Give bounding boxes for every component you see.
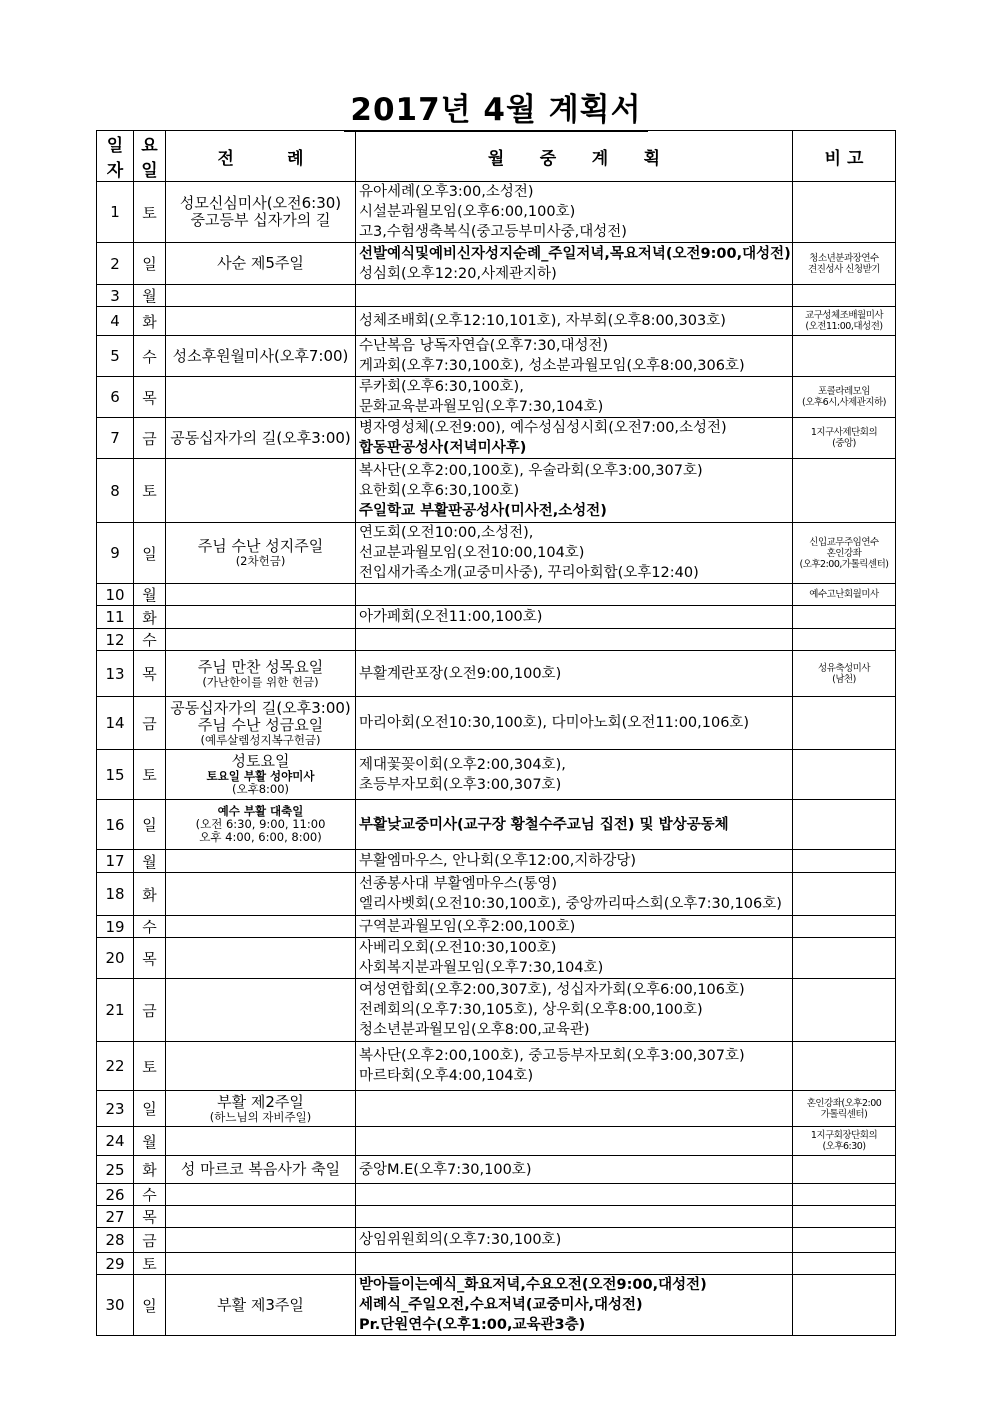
note-line: 가톨릭센터): [820, 1108, 868, 1120]
weekday-cell: 일: [134, 1275, 166, 1336]
note-cell: [793, 243, 896, 285]
note-cell: [793, 584, 896, 606]
day-cell: 13: [97, 651, 134, 697]
plan-cell: [356, 750, 793, 800]
liturgy-cell: [166, 584, 356, 606]
page-title-wrap: [0, 84, 992, 132]
plan-cell: [356, 651, 793, 697]
plan-line: 사회복지분과월모임(오후7:30,104호): [359, 960, 604, 976]
table-row: [97, 336, 896, 377]
note-cell: [793, 1091, 896, 1127]
table-row: [97, 1127, 896, 1156]
table-row: [97, 979, 896, 1042]
liturgy-line: 성토요일: [231, 752, 290, 770]
plan-line: 병자영성체(오전9:00), 예수성심성시회(오전7:00,소성전): [359, 420, 727, 436]
liturgy-line: 주님 만찬 성목요일: [197, 657, 324, 676]
note-cell: [793, 938, 896, 979]
day-cell: 30: [97, 1275, 134, 1336]
day-cell: 15: [97, 750, 134, 800]
day-cell: 11: [97, 606, 134, 629]
plan-line: 게과회(오후7:30,100호), 성소분과월모임(오후8:00,306호): [359, 358, 745, 374]
liturgy-cell: [166, 850, 356, 873]
plan-line: 청소년분과월모임(오후8:00,교육관): [359, 1022, 590, 1038]
day-cell: 12: [97, 629, 134, 651]
plan-line: 고3,수험생축복식(중고등부미사중,대성전): [359, 224, 627, 240]
weekday-cell: 화: [134, 873, 166, 916]
plan-line: 상임위원회의(오후7:30,100호): [359, 1232, 562, 1248]
liturgy-cell: [166, 1156, 356, 1184]
table-row: [97, 800, 896, 850]
note-line: (남천): [832, 673, 856, 685]
plan-line: 유아세례(오후3:00,소성전): [359, 184, 534, 200]
note-cell: [793, 1184, 896, 1206]
plan-cell: [356, 418, 793, 459]
note-cell: [793, 697, 896, 750]
liturgy-line: (오전 6:30, 9:00, 11:00: [195, 817, 326, 831]
plan-line: 선교분과월모임(오전10:00,104호): [359, 545, 585, 561]
plan-line: 초등부자모회(오후3:00,307호): [359, 776, 562, 793]
note-cell: [793, 1253, 896, 1275]
weekday-cell: 일: [134, 1091, 166, 1127]
note-cell: [793, 651, 896, 697]
note-cell: [793, 916, 896, 938]
plan-line: 전례회의(오후7:30,105호), 상우회(오후8:00,100호): [359, 1002, 703, 1018]
header-monthly-plan: 월 중 계 획: [356, 131, 793, 182]
plan-cell: [356, 979, 793, 1042]
note-line: 혼인강좌(오후2:00: [806, 1097, 882, 1109]
plan-line: 아가페회(오전11:00,100호): [359, 609, 543, 625]
note-cell: [793, 336, 896, 377]
plan-line: 요한회(오후6:30,100호): [359, 482, 520, 499]
liturgy-cell: [166, 979, 356, 1042]
table-row: [97, 938, 896, 979]
day-cell: 27: [97, 1206, 134, 1228]
liturgy-cell: [166, 1127, 356, 1156]
liturgy-cell: [166, 606, 356, 629]
liturgy-line: 주님 수난 성지주일: [197, 537, 324, 555]
weekday-cell: 월: [134, 1127, 166, 1156]
weekday-cell: 수: [134, 916, 166, 938]
plan-cell: [356, 873, 793, 916]
weekday-cell: 일: [134, 243, 166, 285]
plan-line: 성심회(오후12:20,사제관지하): [359, 265, 557, 282]
liturgy-line: 예수 부활 대축일: [217, 804, 304, 818]
day-cell: 17: [97, 850, 134, 873]
day-cell: 21: [97, 979, 134, 1042]
plan-cell: [356, 606, 793, 629]
note-cell: [793, 1228, 896, 1253]
plan-cell: [356, 307, 793, 336]
plan-line: 선발예식및예비신자성지순례_주일저녁,목요저녁(오전9:00,대성전): [359, 245, 791, 262]
monthly-plan-table: [96, 130, 896, 1336]
plan-cell: [356, 1184, 793, 1206]
plan-line: Pr.단원연수(오후1:00,교육관3층): [359, 1317, 586, 1333]
plan-cell: [356, 377, 793, 418]
plan-cell: [356, 938, 793, 979]
plan-cell: [356, 523, 793, 584]
weekday-cell: 금: [134, 418, 166, 459]
liturgy-line: 부활 제2주일: [217, 1092, 304, 1111]
liturgy-cell: [166, 916, 356, 938]
table-row: [97, 1206, 896, 1228]
weekday-cell: 월: [134, 285, 166, 307]
note-cell: [793, 800, 896, 850]
plan-line: 복사단(오후2:00,100호), 우술라회(오후3:00,307호): [359, 462, 703, 479]
weekday-cell: 토: [134, 1042, 166, 1091]
day-cell: 25: [97, 1156, 134, 1184]
day-cell: 20: [97, 938, 134, 979]
weekday-cell: 토: [134, 459, 166, 523]
plan-cell: [356, 336, 793, 377]
plan-cell: [356, 850, 793, 873]
day-cell: 24: [97, 1127, 134, 1156]
table-header-row: [97, 131, 896, 182]
table-row: [97, 1091, 896, 1127]
weekday-cell: 일: [134, 800, 166, 850]
header-note: 비 고: [793, 131, 896, 182]
table-row: [97, 182, 896, 243]
note-cell: [793, 285, 896, 307]
plan-line: 마르타회(오후4:00,104호): [359, 1068, 534, 1084]
liturgy-cell: [166, 1091, 356, 1127]
day-cell: 18: [97, 873, 134, 916]
weekday-cell: 목: [134, 377, 166, 418]
note-line: 교구성체조배월미사: [804, 310, 884, 321]
weekday-cell: 수: [134, 1184, 166, 1206]
table-row: [97, 307, 896, 336]
plan-line: 문화교육분과월모임(오후7:30,104호): [359, 399, 604, 415]
note-line: 견진성사 신청받기: [808, 263, 880, 275]
day-cell: 26: [97, 1184, 134, 1206]
plan-line: 주일학교 부활판공성사(미사전,소성전): [359, 502, 607, 519]
note-line: (오전11:00,대성전): [805, 321, 883, 332]
note-cell: [793, 629, 896, 651]
table-row: [97, 750, 896, 800]
table-row: [97, 1275, 896, 1336]
note-line: (오후6시,사제관지하): [802, 397, 886, 408]
day-cell: 7: [97, 418, 134, 459]
plan-cell: [356, 1156, 793, 1184]
liturgy-line: 오후 4:00, 6:00, 8:00): [199, 830, 322, 844]
table-row: [97, 1156, 896, 1184]
plan-line: 중앙M.E(오후7:30,100호): [359, 1161, 532, 1178]
liturgy-cell: [166, 1275, 356, 1336]
table-body: [97, 182, 896, 1336]
table-row: [97, 1253, 896, 1275]
plan-cell: [356, 1253, 793, 1275]
liturgy-cell: [166, 800, 356, 850]
table-row: [97, 285, 896, 307]
weekday-cell: 화: [134, 307, 166, 336]
table-row: [97, 418, 896, 459]
note-line: 성유축성미사: [817, 662, 871, 674]
liturgy-line: 성모신심미사(오전6:30): [179, 194, 342, 212]
plan-line: 선종봉사대 부활엠마우스(통영): [359, 876, 558, 892]
liturgy-line: (예루살렘성지복구헌금): [200, 732, 321, 747]
table-row: [97, 1184, 896, 1206]
weekday-cell: 월: [134, 850, 166, 873]
liturgy-cell: [166, 285, 356, 307]
note-cell: [793, 1127, 896, 1156]
plan-cell: [356, 584, 793, 606]
day-cell: 28: [97, 1228, 134, 1253]
table-row: [97, 873, 896, 916]
note-cell: [793, 1156, 896, 1184]
note-cell: [793, 182, 896, 243]
weekday-cell: 수: [134, 629, 166, 651]
note-cell: [793, 307, 896, 336]
plan-line: 구역분과월모임(오후2:00,100호): [359, 918, 576, 935]
table-row: [97, 584, 896, 606]
day-cell: 16: [97, 800, 134, 850]
liturgy-line: (오후8:00): [231, 782, 289, 796]
table-row: [97, 1228, 896, 1253]
plan-cell: [356, 1206, 793, 1228]
liturgy-cell: [166, 1042, 356, 1091]
plan-cell: [356, 182, 793, 243]
day-cell: 10: [97, 584, 134, 606]
day-cell: 5: [97, 336, 134, 377]
plan-line: 수난복음 낭독자연습(오후7:30,대성전): [359, 338, 609, 354]
plan-cell: [356, 800, 793, 850]
table-row: [97, 850, 896, 873]
plan-cell: [356, 285, 793, 307]
note-line: 1지구회장단회의: [810, 1130, 878, 1141]
plan-line: 성체조배회(오후12:10,101호), 자부회(오후8:00,303호): [359, 313, 726, 329]
note-cell: [793, 459, 896, 523]
plan-line: 전입새가족소개(교중미사중), 꾸리아회합(오후12:40): [359, 565, 699, 581]
plan-cell: [356, 243, 793, 285]
note-cell: [793, 873, 896, 916]
weekday-cell: 금: [134, 697, 166, 750]
note-cell: [793, 750, 896, 800]
page-title: 2017년 4월 계획서: [344, 84, 647, 132]
day-cell: 8: [97, 459, 134, 523]
day-cell: 19: [97, 916, 134, 938]
plan-line: 부활계란포장(오전9:00,100호): [359, 665, 562, 682]
liturgy-line: (하느님의 자비주일): [209, 1109, 312, 1124]
day-cell: 2: [97, 243, 134, 285]
plan-line: 사베리오회(오전10:30,100호): [359, 940, 557, 956]
weekday-cell: 금: [134, 979, 166, 1042]
note-line: 신입교무주임연수: [809, 536, 879, 548]
note-cell: [793, 377, 896, 418]
plan-line: 여성연합회(오후2:00,307호), 성십자가회(오후6:00,106호): [359, 982, 745, 998]
plan-line: 루카회(오후6:30,100호),: [359, 379, 524, 395]
note-cell: [793, 418, 896, 459]
plan-line: 연도회(오전10:00,소성전),: [359, 525, 534, 541]
weekday-cell: 목: [134, 651, 166, 697]
table-row: [97, 629, 896, 651]
liturgy-cell: [166, 651, 356, 697]
header-day: 일자: [97, 131, 134, 182]
weekday-cell: 토: [134, 750, 166, 800]
day-cell: 4: [97, 307, 134, 336]
note-cell: [793, 850, 896, 873]
note-line: 혼인강좌: [826, 547, 862, 559]
day-cell: 29: [97, 1253, 134, 1275]
liturgy-cell: [166, 697, 356, 750]
plan-line: 마리아회(오전10:30,100호), 다미아노회(오전11:00,106호): [359, 715, 750, 731]
liturgy-cell: [166, 307, 356, 336]
plan-cell: [356, 1228, 793, 1253]
weekday-cell: 토: [134, 1253, 166, 1275]
liturgy-cell: [166, 523, 356, 584]
note-line: 1지구사제단회의: [810, 427, 878, 438]
header-weekday: 요일: [134, 131, 166, 182]
plan-cell: [356, 1275, 793, 1336]
note-line: (오후6:30): [822, 1141, 866, 1152]
note-cell: [793, 606, 896, 629]
day-cell: 6: [97, 377, 134, 418]
table-row: [97, 606, 896, 629]
liturgy-cell: [166, 243, 356, 285]
table-row: [97, 651, 896, 697]
note-cell: [793, 979, 896, 1042]
plan-cell: [356, 916, 793, 938]
day-cell: 14: [97, 697, 134, 750]
note-cell: [793, 1042, 896, 1091]
liturgy-cell: [166, 873, 356, 916]
liturgy-line: 성소후원월미사(오후7:00): [172, 346, 349, 365]
liturgy-line: 공동십자가의 길(오후3:00): [170, 698, 351, 717]
note-line: 예수고난회월미사: [809, 589, 879, 600]
plan-line: 부활낮교중미사(교구장 황철수주교님 집전) 및 밥상공동체: [359, 816, 729, 833]
note-cell: [793, 1275, 896, 1336]
weekday-cell: 수: [134, 336, 166, 377]
plan-cell: [356, 629, 793, 651]
liturgy-line: 성 마르코 복음사가 축일: [180, 1160, 341, 1178]
day-cell: 22: [97, 1042, 134, 1091]
liturgy-cell: [166, 377, 356, 418]
liturgy-line: (2차헌금): [235, 554, 286, 568]
liturgy-cell: [166, 1228, 356, 1253]
table-row: [97, 916, 896, 938]
day-cell: 3: [97, 285, 134, 307]
plan-cell: [356, 1127, 793, 1156]
table-row: [97, 697, 896, 750]
weekday-cell: 일: [134, 523, 166, 584]
plan-cell: [356, 1091, 793, 1127]
liturgy-line: 부활 제3주일: [217, 1295, 304, 1314]
plan-line: 부활엠마우스, 안나회(오후12:00,지하강당): [359, 853, 637, 869]
table-row: [97, 377, 896, 418]
note-cell: [793, 523, 896, 584]
note-line: (중앙): [832, 438, 856, 449]
note-line: 포콜라레모임: [817, 386, 871, 397]
liturgy-line: 사순 제5주일: [217, 254, 304, 272]
plan-line: 받아들이는예식_화요저녁,수요오전(오전9:00,대성전): [359, 1277, 707, 1293]
liturgy-cell: [166, 459, 356, 523]
liturgy-cell: [166, 938, 356, 979]
table-row: [97, 1042, 896, 1091]
liturgy-line: 토요일 부활 성야미사: [206, 769, 315, 783]
weekday-cell: 목: [134, 1206, 166, 1228]
day-cell: 23: [97, 1091, 134, 1127]
liturgy-cell: [166, 1184, 356, 1206]
plan-line: 합동판공성사(저녁미사후): [359, 440, 527, 456]
liturgy-line: 공동십자가의 길(오후3:00): [170, 428, 351, 447]
table-row: [97, 459, 896, 523]
plan-line: 복사단(오후2:00,100호), 중고등부자모회(오후3:00,307호): [359, 1048, 745, 1064]
liturgy-cell: [166, 1206, 356, 1228]
plan-line: 시설분과월모임(오후6:00,100호): [359, 204, 576, 220]
plan-line: 엘리사벳회(오전10:30,100호), 중앙까리따스회(오후7:30,106호): [359, 896, 782, 912]
weekday-cell: 목: [134, 938, 166, 979]
weekday-cell: 화: [134, 606, 166, 629]
plan-line: 세례식_주일오전,수요저녁(교중미사,대성전): [359, 1297, 643, 1313]
note-cell: [793, 1206, 896, 1228]
header-liturgy: 전 례: [166, 131, 356, 182]
liturgy-cell: [166, 629, 356, 651]
liturgy-cell: [166, 336, 356, 377]
weekday-cell: 금: [134, 1228, 166, 1253]
plan-cell: [356, 697, 793, 750]
weekday-cell: 토: [134, 182, 166, 243]
liturgy-line: (가난한이를 위한 헌금): [202, 674, 319, 689]
plan-line: 제대꽃꽂이회(오후2:00,304호),: [359, 756, 566, 773]
weekday-cell: 월: [134, 584, 166, 606]
plan-cell: [356, 1042, 793, 1091]
note-line: (오후2:00,가톨릭센터): [799, 558, 889, 570]
liturgy-cell: [166, 750, 356, 800]
liturgy-line: 주님 수난 성금요일: [197, 715, 324, 734]
day-cell: 9: [97, 523, 134, 584]
day-cell: 1: [97, 182, 134, 243]
table-row: [97, 523, 896, 584]
table-row: [97, 243, 896, 285]
note-line: 청소년분과장연수: [809, 252, 879, 264]
liturgy-cell: [166, 418, 356, 459]
liturgy-line: 중고등부 십자가의 길: [190, 211, 331, 229]
liturgy-cell: [166, 182, 356, 243]
weekday-cell: 화: [134, 1156, 166, 1184]
liturgy-cell: [166, 1253, 356, 1275]
plan-cell: [356, 459, 793, 523]
